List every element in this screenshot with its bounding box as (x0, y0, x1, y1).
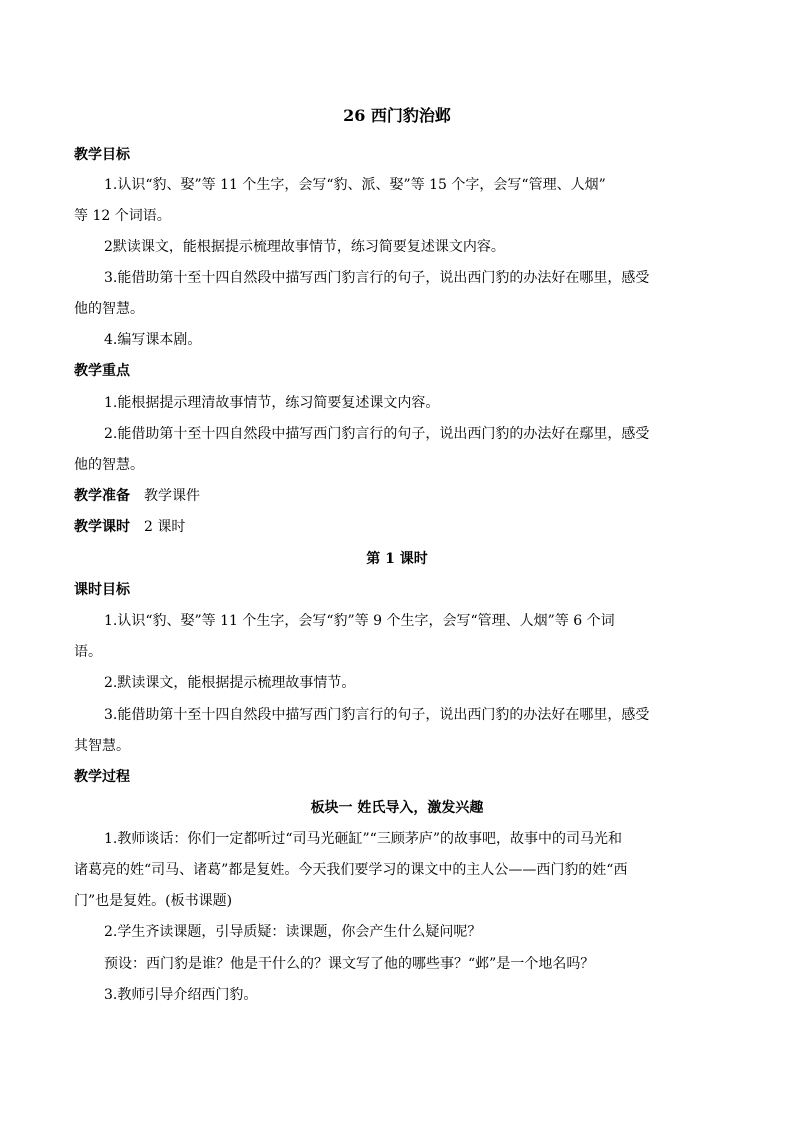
step-2: 2.学生齐读课题，引导质疑：读课题，你会产生什么疑问呢？ (104, 924, 482, 940)
goal-1-line-2: 等 12 个词语。 (74, 208, 171, 224)
lesson-goal-3-line-2: 其智慧。 (74, 738, 130, 754)
goal-1-line-1: 1.认识“豹、娶”等 11 个生字，会写“豹、派、娶”等 15 个字，会写“管理、人烟” (104, 177, 606, 193)
hours-heading: 教学课时 (74, 519, 130, 535)
lesson-goal-2: 2.默读课文，能根据提示梳理故事情节。 (104, 675, 356, 691)
step-2-preset: 预设：西门豹是谁？他是干什么的？课文写了他的哪些事？“邺”是一个地名吗？ (104, 956, 595, 972)
goal-2: 2默读课文，能根据提示梳理故事情节，练习简要复述课文内容。 (104, 239, 505, 255)
section-heading-process: 教学过程 (74, 769, 130, 785)
keypoint-1: 1.能根据提示理清故事情节，练习简要复述课文内容。 (104, 395, 440, 411)
section-heading-key-points: 教学重点 (74, 363, 130, 379)
step-3: 3.教师引导介绍西门豹。 (104, 987, 258, 1003)
keypoint-2-line-2: 他的智慧。 (74, 457, 144, 473)
prep-value: 教学课件 (144, 488, 200, 504)
goal-3-line-2: 他的智慧。 (74, 301, 144, 317)
step-1-line-2: 诸葛亮的姓“司马、诸葛”都是复姓。今天我们要学习的课文中的主人公——西门豹的姓“西 (74, 862, 628, 878)
section-heading-teaching-goals: 教学目标 (74, 147, 130, 163)
goal-3-line-1: 3.能借助第十至十四自然段中描写西门豹言行的句子，说出西门豹的办法好在哪里，感受 (104, 270, 650, 286)
hours-row (74, 517, 185, 537)
lesson-goal-1-line-1: 1.认识“豹、娶”等 11 个生字，会写“豹”等 9 个生字，会写“管理、人烟”等 6 个词 (104, 613, 615, 629)
section-heading-lesson-goals: 课时目标 (74, 582, 130, 598)
goal-4: 4.编写课本剧。 (104, 332, 202, 348)
hours-value: 2 课时 (144, 519, 186, 535)
step-1-line-1: 1.教师谈话：你们一定都听过“司马光砸缸”“三顾茅庐”的故事吧，故事中的司马光和 (104, 831, 622, 847)
block-1-title: 板块一 姓氏导入，激发兴趣 (310, 800, 484, 816)
lesson-1-title: 第 1 课时 (366, 551, 428, 567)
lesson-goal-3-line-1: 3.能借助第十至十四自然段中描写西门豹言行的句子，说出西门豹的办法好在哪里，感受 (104, 707, 650, 723)
keypoint-2-line-1: 2.能借助第十至十四自然段中描写西门豹言行的句子，说出西门豹的办法好在鄢里，感受 (104, 426, 650, 442)
document-title: 26 西门豹治邺 (343, 106, 451, 125)
lesson-goal-1-line-2: 语。 (74, 644, 102, 660)
prep-heading: 教学准备 (74, 488, 130, 504)
step-1-line-3: 门”也是复姓。(板书课题) (74, 893, 233, 909)
prep-row (74, 486, 200, 506)
